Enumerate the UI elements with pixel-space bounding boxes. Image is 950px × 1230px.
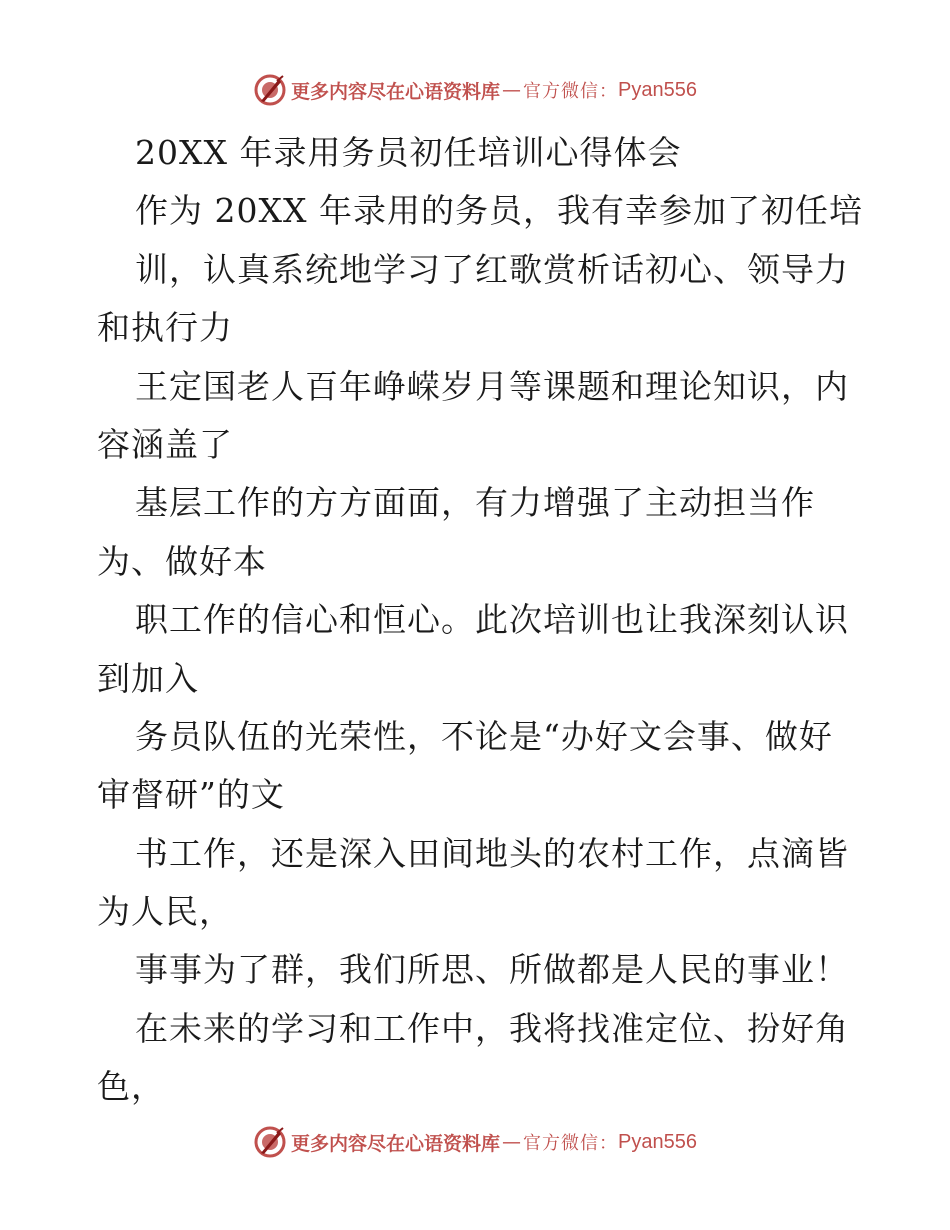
body-line: 到加入 [97, 658, 199, 698]
body-line: 为人民， [97, 892, 233, 932]
body-line: 务员队伍的光荣性，不论是“办好文会事、做好 [135, 716, 833, 756]
body-line: 书工作，还是深入田间地头的农村工作，点滴皆 [135, 833, 849, 873]
body-line: 审督研”的文 [97, 775, 285, 815]
body-line: 职工作的信心和恒心。此次培训也让我深刻认识 [135, 600, 849, 640]
body-line: 容涵盖了 [97, 424, 233, 464]
banner-wechat-id: Pyan556 [618, 78, 697, 101]
banner-brand-text: 更多内容尽在心语资料库 [291, 80, 501, 103]
banner-wechat-id: Pyan556 [618, 1130, 697, 1153]
header-banner [0, 70, 950, 110]
banner-separator: — [502, 1131, 522, 1153]
body-line: 王定国老人百年峥嵘岁月等课题和理论知识，内 [135, 366, 849, 406]
body-line: 作为 20XX 年录用的务员，我有幸参加了初任培 [135, 191, 863, 231]
document-title: 20XX 年录用务员初任培训心得体会 [135, 133, 682, 172]
body-line: 训，认真系统地学习了红歌赏析话初心、领导力 [135, 249, 849, 289]
banner-wechat-label: 官方微信： [523, 81, 619, 102]
banner-brand-text: 更多内容尽在心语资料库 [291, 1132, 501, 1155]
banner-wechat-label: 官方微信： [523, 1133, 619, 1154]
banner-separator: — [502, 79, 522, 101]
body-line: 事事为了群，我们所思、所做都是人民的事业！ [135, 950, 849, 990]
body-line: 和执行力 [97, 308, 233, 348]
quill-pen-logo-icon [253, 73, 287, 107]
body-line: 为、做好本 [97, 541, 267, 581]
quill-pen-logo-icon [253, 1125, 287, 1159]
body-line: 在未来的学习和工作中，我将找准定位、扮好角 [135, 1008, 849, 1048]
body-line: 基层工作的方方面面，有力增强了主动担当作 [135, 483, 815, 523]
body-line: 色， [97, 1067, 165, 1107]
footer-banner [0, 1122, 950, 1162]
document-body [97, 124, 863, 1117]
